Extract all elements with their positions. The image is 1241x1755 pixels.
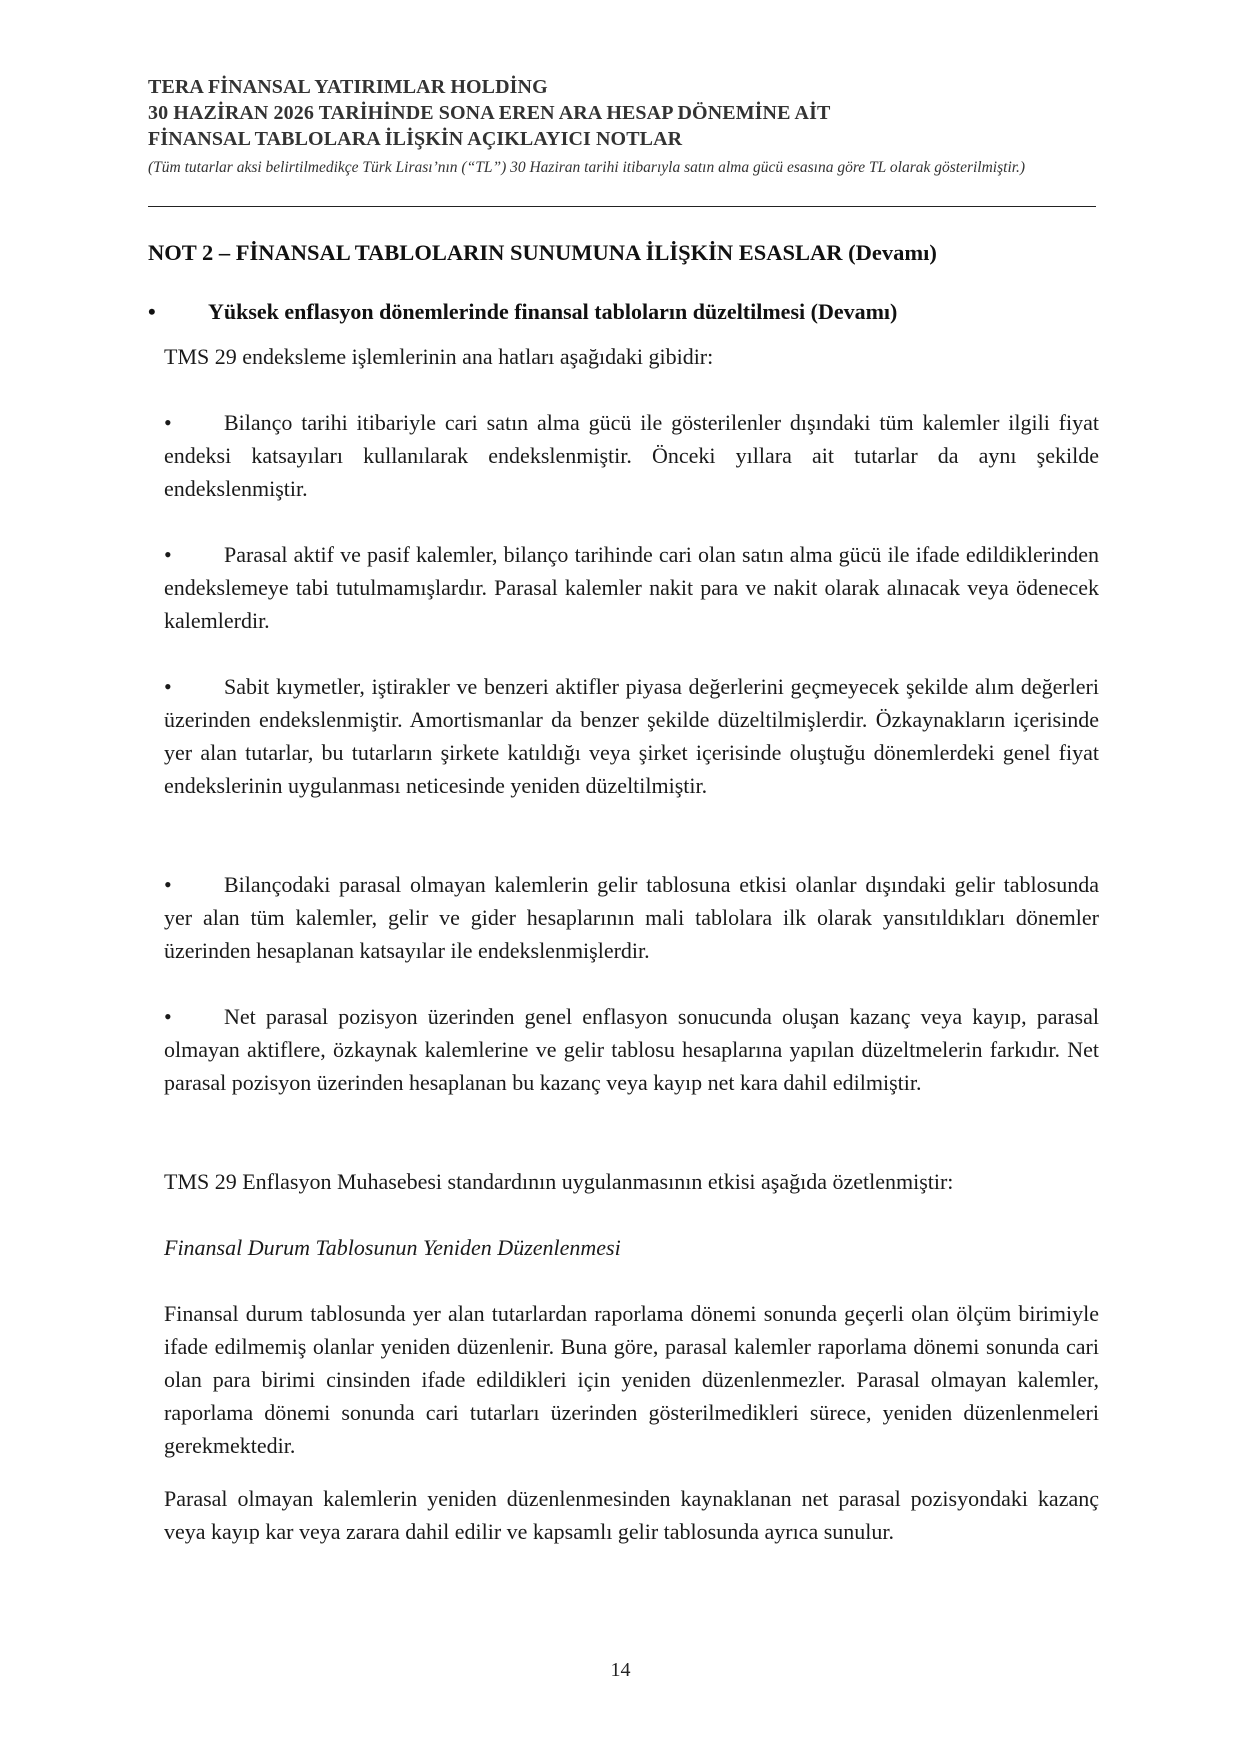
section-subtitle [148, 297, 897, 327]
bullet-marker: • [164, 1004, 172, 1029]
paragraph: Finansal durum tablosunda yer alan tutarlardan raporlama dönemi sonunda geçerli olan ölçüm birimiyle ifade edilmemiş olanlar yeniden düzenlenir. Buna göre, parasal kalemler raporlama dönemi sonunda cari olan para birimi cinsinden ifade edildikleri için yeniden düzenlenmezler. Parasal olmayan kalemler, raporlama dönemi sonunda cari tutarları üzerinden gösterilmedikleri sürece, yeniden düzenlenmeleri gerekmektedir. [164, 1301, 1099, 1458]
list-item [164, 1000, 1099, 1099]
document-header [148, 74, 1093, 178]
company-name: TERA FİNANSAL YATIRIMLAR HOLDİNG [148, 76, 548, 98]
period-title: 30 HAZİRAN 2026 TARİHİNDE SONA EREN ARA HESAP DÖNEMİNE AİT [148, 102, 831, 124]
subtitle-bullet: • [148, 299, 156, 324]
list-item-text: Bilanço tarihi itibariyle cari satın alma gücü ile gösterilenler dışındaki tüm kalemler ilgili fiyat endeksi katsayıları kullanılarak endekslenmiştir. Önceki yıllara ait tutarlar da aynı şekilde endekslenmiştir. [164, 410, 1099, 501]
header-divider [148, 206, 1096, 207]
impact-paragraph: TMS 29 Enflasyon Muhasebesi standardının uygulanmasının etkisi aşağıda özetlenmiştir: [164, 1169, 954, 1194]
list-item [164, 670, 1099, 802]
intro-paragraph: TMS 29 endeksleme işlemlerinin ana hatları aşağıdaki gibidir: [164, 344, 714, 369]
bullet-marker: • [164, 542, 172, 567]
bullet-marker: • [164, 410, 172, 435]
list-item-text: Parasal aktif ve pasif kalemler, bilanço tarihinde cari olan satın alma gücü ile ifade edildiklerinden endekslemeye tabi tutulmamışlardır. Parasal kalemler nakit para ve nakit olarak alınacak veya ödenecek kalemlerdir. [164, 542, 1099, 633]
subtitle-text: Yüksek enflasyon dönemlerinde finansal tabloların düzeltilmesi (Devamı) [208, 299, 898, 324]
list-item-text: Net parasal pozisyon üzerinden genel enflasyon sonucunda oluşan kazanç veya kayıp, parasal olmayan aktiflere, özkaynak kalemlerine ve gelir tablosu hesaplarına yapılan düzeltmelerin farkıdır. Net parasal pozisyon üzerinden hesaplanan bu kazanç veya kayıp net kara dahil edilmiştir. [164, 1004, 1099, 1095]
bullet-marker: • [164, 872, 172, 897]
list-item-text: Sabit kıymetler, iştirakler ve benzeri aktifler piyasa değerlerini geçmeyecek şekilde alım değerleri üzerinden endekslenmiştir. Amortismanlar da benzer şekilde düzeltilmişlerdir. Özkaynakların içerisinde yer alan tutarlar, bu tutarların şirkete katıldığı veya şirket içerisinde oluştuğu dönemlerdeki genel fiyat endekslerinin uygulanması neticesinde yeniden düzeltilmiştir. [164, 674, 1099, 798]
notes-title: FİNANSAL TABLOLARA İLİŞKİN AÇIKLAYICI NOTLAR [148, 128, 683, 150]
page-number: 14 [610, 1659, 631, 1681]
paragraph: Parasal olmayan kalemlerin yeniden düzenlenmesinden kaynaklanan net parasal pozisyondaki kazanç veya kayıp kar veya zarara dahil edilir ve kapsamlı gelir tablosunda ayrıca sunulur. [164, 1486, 1099, 1544]
italic-subheading: Finansal Durum Tablosunun Yeniden Düzenlenmesi [164, 1235, 621, 1260]
list-item [164, 868, 1099, 967]
section-title: NOT 2 – FİNANSAL TABLOLARIN SUNUMUNA İLİŞKİN ESASLAR (Devamı) [148, 240, 937, 265]
list-item-text: Bilançodaki parasal olmayan kalemlerin gelir tablosuna etkisi olanlar dışındaki gelir tablosunda yer alan tüm kalemler, gelir ve gider hesaplarının mali tablolara ilk olarak yansıtıldıkları dönemler üzerinden hesaplanan katsayılar ile endekslenmişlerdir. [164, 872, 1099, 963]
list-item [164, 538, 1099, 637]
bullet-marker: • [164, 674, 172, 699]
currency-note: (Tüm tutarlar aksi belirtilmedikçe Türk Lirası’nın (“TL”) 30 Haziran tarihi itibarıyla satın alma gücü esasına göre TL olarak gösterilmiştir.) [148, 159, 1026, 176]
list-item [164, 406, 1099, 505]
